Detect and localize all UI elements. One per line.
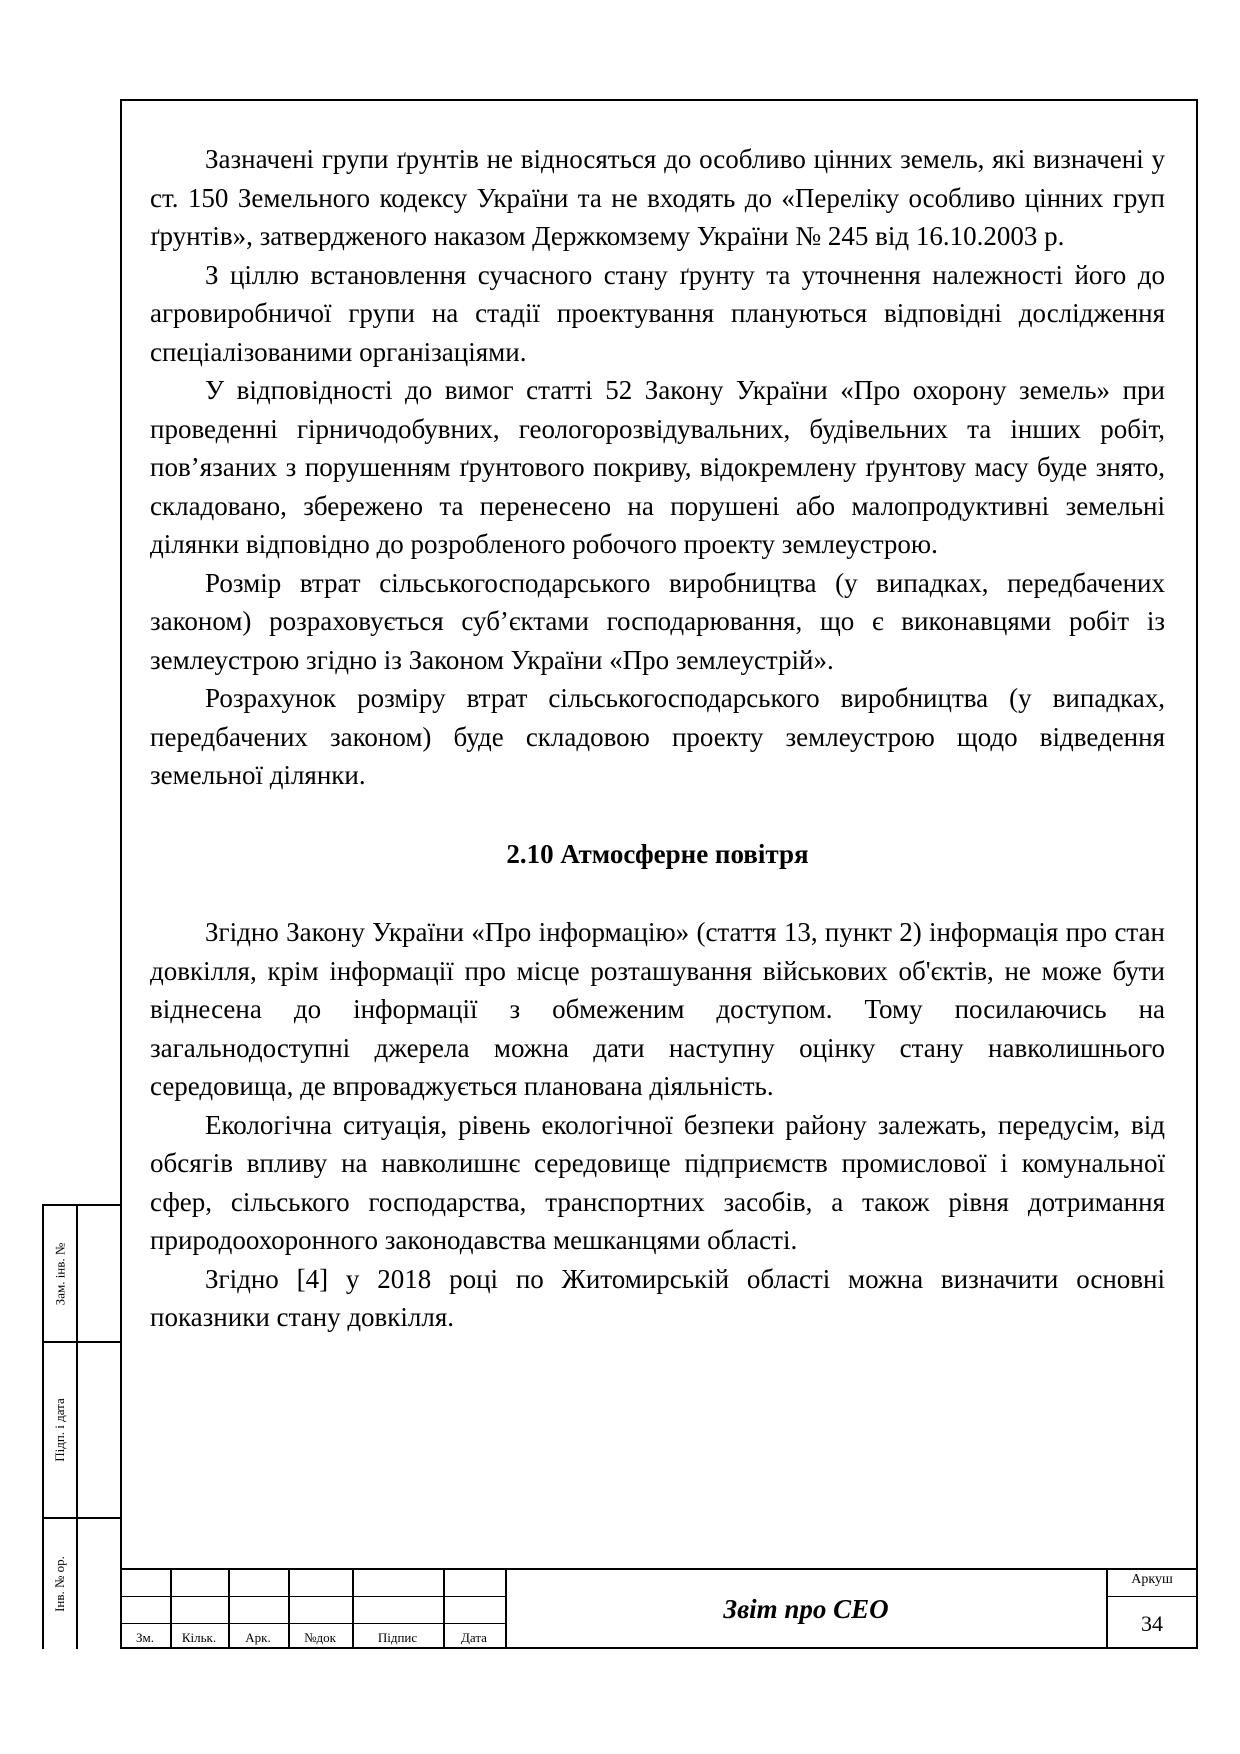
section-heading: 2.10 Атмосферне повітря xyxy=(506,838,809,869)
title-block xyxy=(120,1568,1198,1649)
document-body xyxy=(150,140,1165,1337)
side-label-zam-inv: Зам. інв. № xyxy=(52,1242,67,1305)
paragraph: Розрахунок розміру втрат сільськогосподарського виробництва (у випадках, передбачених законом) буде складовою проекту землеустрою щодо відведення земельної ділянки. xyxy=(150,683,1165,790)
paragraph: Зазначені групи ґрунтів не відносяться до особливо цінних земель, які визначені у ст. 150 Земельного кодексу України та не входять до «Переліку особливо цінних груп ґрунтів», затвердженого наказом Держкомзему України № 245 від 16.10.2003 р. xyxy=(150,144,1165,251)
side-stamp-strip xyxy=(42,1204,121,1649)
side-row-pidp-data xyxy=(44,1343,121,1519)
paragraph: Згідно [4] у 2018 році по Житомирській області можна визначити основні показники стану довкілля. xyxy=(150,1263,1165,1332)
col-ark-label: Арк. xyxy=(245,1630,271,1645)
col-data-label: Дата xyxy=(461,1630,487,1645)
col-kilk-label: Кільк. xyxy=(181,1630,217,1645)
paragraph: Згідно Закону України «Про інформацію» (стаття 13, пункт 2) інформація про стан довкілля, крім інформації про місце розташування військових об'єктів, не може бути віднесена до інформації з обмеженим доступом. Тому посилаючись на загальнодоступні джерела можна дати наступну оцінку стану навколишнього середовища, де впроваджується планована діяльність. xyxy=(150,917,1165,1101)
side-label-inv-or: Інв. № ор. xyxy=(52,1556,68,1612)
paragraph: Розмір втрат сільськогосподарського виробництва (у випадках, передбачених законом) розраховується суб’єктами господарювання, що є виконавцями робіт із землеустрою згідно із Законом України «Про землеустрій». xyxy=(150,567,1165,675)
side-label-pidp-data: Підп. і дата xyxy=(52,1398,67,1462)
col-pidpys-label: Підпис xyxy=(377,1630,418,1645)
paragraph: Екологічна ситуація, рівень екологічної безпеки району залежать, передусім, від обсягів впливу на навколишнє середовище підприємств промислової і комунальної сфер, сільського господарства, транспортних засобів, а також рівня дотримання природоохоронного законодавства мешканцями області. xyxy=(150,1109,1165,1255)
sheet-number: 34 xyxy=(1141,1610,1163,1636)
document-title: Звіт про СЕО xyxy=(723,1594,889,1624)
paragraph: З ціллю встановлення сучасного стану ґрунту та уточнення належності його до агровиробничої групи на стадії проектування плануються відповідні дослідження спеціалізованими організаціями. xyxy=(150,259,1165,367)
side-row-zam-inv xyxy=(44,1206,121,1343)
col-ndok-label: №док xyxy=(304,1630,336,1645)
side-row-inv-or xyxy=(44,1519,121,1649)
col-zm-label: Зм. xyxy=(136,1630,154,1645)
paragraph: У відповідності до вимог статті 52 Закону України «Про охорону земель» при проведенні гірничодобувних, геологорозвідувальних, будівельних та інших робіт, пов’язаних з порушенням ґрунтового покриву, відокремлену ґрунтову масу буде знято, складовано, збережено та перенесено на порушені або малопродуктивні земельні ділянки відповідно до розробленого робочого проекту землеустрою. xyxy=(150,375,1165,559)
sheet-label: Аркуш xyxy=(1131,1572,1173,1587)
